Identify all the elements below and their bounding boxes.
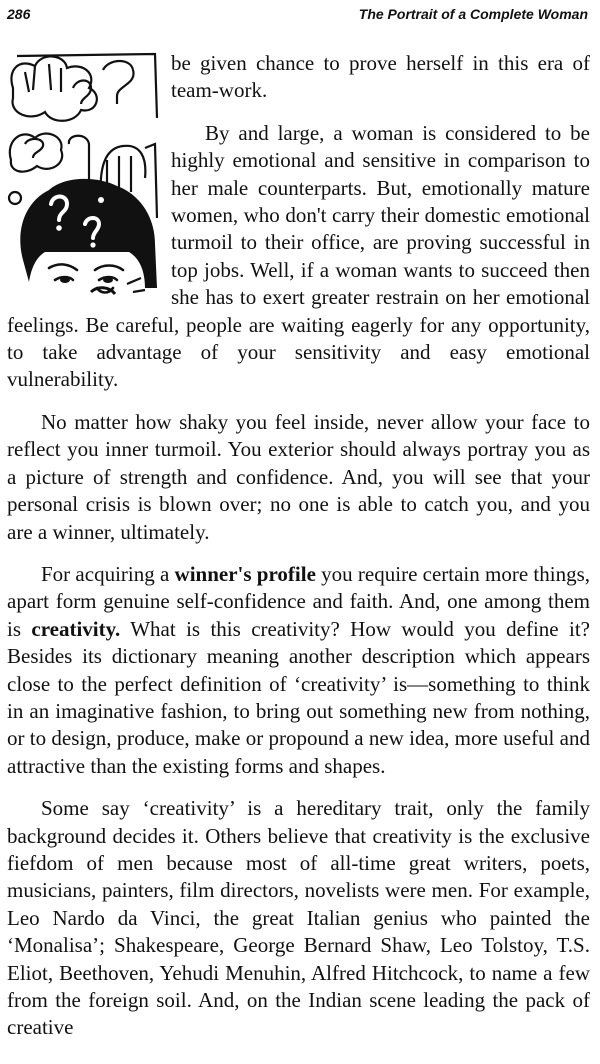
paragraph-continuation: be given chance to prove herself in this era of team-work. [171, 51, 590, 103]
text-run: For acquiring a [41, 561, 175, 586]
running-title: The Portrait of a Complete Woman [358, 6, 588, 22]
paragraph-hereditary: Some say ‘creativity’ is a hereditary trait, only the family background decides it. Others believe that creativity is the exclusive fiefdom of men because most of all-time great writers, poets, musicians, painters, film directors, novelists were men. For example, Leo Nardo da Vinci, the great Italian genius who painted the ‘Monalisa’; Shakespeare, George Bernard Shaw, Leo Tolstoy, T.S. Eliot, Beethoven, Yehudi Menuhin, Alfred Hitchcock, to name a few from the foreign soil. And, on the Indian scene leading the pack of creative [7, 796, 590, 1040]
thinking-man-question-marks-icon [5, 48, 163, 298]
page-number: 286 [7, 6, 31, 22]
paragraph-creativity [7, 561, 590, 780]
text-run: you require certain more things, apart form genuine self-confidence and faith. And, one among them is [7, 561, 590, 641]
body-text [7, 50, 590, 1042]
paragraph-turmoil: No matter how shaky you feel inside, never allow your face to reflect you inner turmoil. You exterior should always portray you as a picture of strength and confidence. And, you will see that your personal crisis is blown over; no one is able to catch you, and you are a winner, ultimately. [7, 409, 590, 544]
bold-term-creativity: creativity. [31, 616, 121, 641]
page-header [7, 6, 588, 28]
bold-term-winners-profile: winner's profile [174, 561, 316, 586]
text-run: What is this creativity? How would you define it? Besides its dictionary meaning another description which appears close to the perfect definition of ‘creativity’ is—something to think in an imaginative fashion, to bring out something new from nothing, or to design, produce, make or propound a new idea, more useful and attractive than the existing forms and shapes. [7, 616, 590, 778]
paragraph-emotional: By and large, a woman is considered to be highly emotional and sensitive in comparison to her male counterparts. But, emotionally mature women, who don't carry their domestic emotional turmoil to their office, are proving successful in top jobs. Well, if a woman wants to succeed then she has to exert greater restrain on her emotional feelings. Be careful, people are waiting eagerly for any opportunity, to take advantage of your sensitivity and easy emotional vulnerability. [7, 120, 590, 392]
